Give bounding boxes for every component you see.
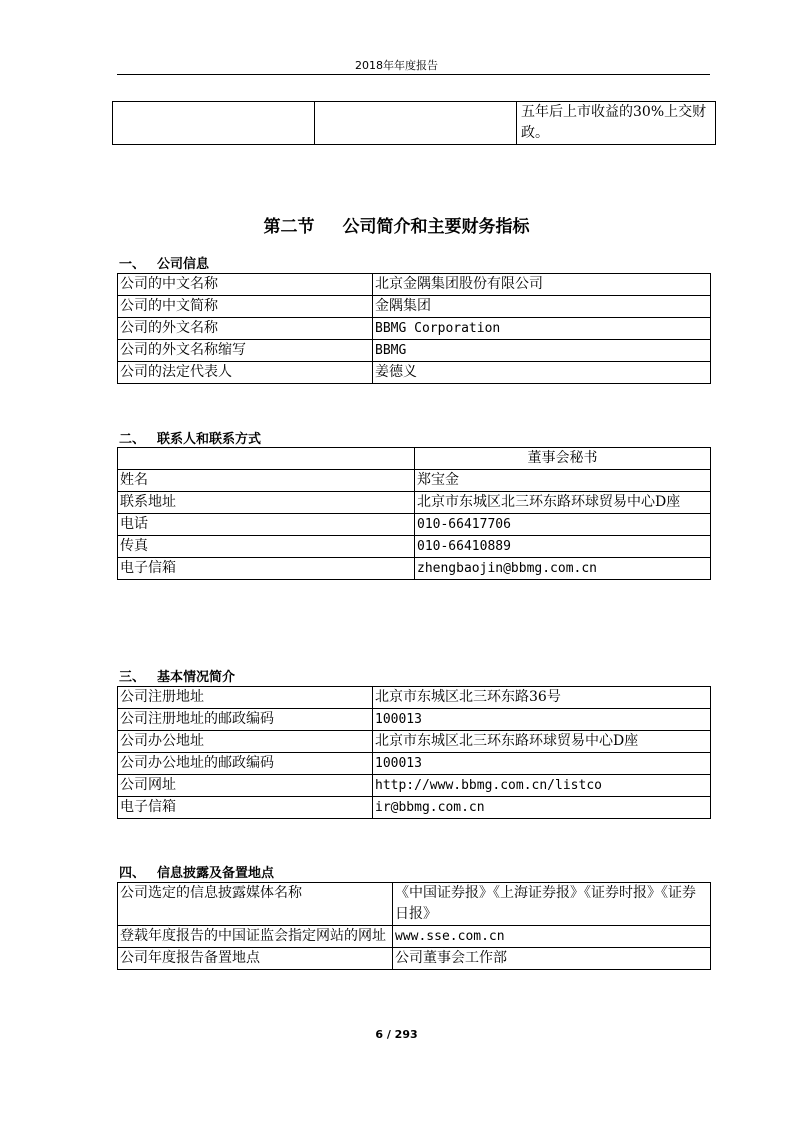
table-row xyxy=(118,514,711,536)
table-row xyxy=(118,775,711,797)
disclosure-table xyxy=(117,882,711,970)
table-cell xyxy=(315,102,517,145)
subsection-number: 四、 xyxy=(119,866,146,881)
row-value: ir@bbmg.com.cn xyxy=(373,797,711,819)
row-label: 公司的中文简称 xyxy=(118,296,373,318)
row-value: 北京市东城区北三环东路环球贸易中心D座 xyxy=(415,492,711,514)
table-row xyxy=(118,731,711,753)
row-value: 北京金隅集团股份有限公司 xyxy=(373,274,711,296)
table-row xyxy=(113,102,716,145)
row-label: 公司的中文名称 xyxy=(118,274,373,296)
row-label: 公司办公地址的邮政编码 xyxy=(118,753,373,775)
subsection-title: 公司信息 xyxy=(157,257,210,272)
row-value: 010-66417706 xyxy=(415,514,711,536)
subsection-number: 三、 xyxy=(119,670,146,685)
column-header: 董事会秘书 xyxy=(415,448,711,470)
row-label: 登载年度报告的中国证监会指定网站的网址 xyxy=(118,926,393,948)
row-label: 公司的外文名称缩写 xyxy=(118,340,373,362)
row-label: 电话 xyxy=(118,514,415,536)
subsection-number: 二、 xyxy=(119,432,146,447)
row-value: 北京市东城区北三环东路环球贸易中心D座 xyxy=(373,731,711,753)
row-value: 姜德义 xyxy=(373,362,711,384)
row-label: 传真 xyxy=(118,536,415,558)
subsection-heading-contacts xyxy=(119,428,261,447)
table-row xyxy=(118,753,711,775)
row-value: 金隅集团 xyxy=(373,296,711,318)
table-row xyxy=(118,492,711,514)
row-label: 公司选定的信息披露媒体名称 xyxy=(118,883,393,926)
row-label: 公司的外文名称 xyxy=(118,318,373,340)
row-label: 电子信箱 xyxy=(118,558,415,580)
row-value: 北京市东城区北三环东路36号 xyxy=(373,687,711,709)
subsection-heading-basic-info xyxy=(119,666,235,685)
row-label: 电子信箱 xyxy=(118,797,373,819)
contacts-table xyxy=(117,447,711,580)
table-row xyxy=(118,536,711,558)
table-cell: 五年后上市收益的30%上交财政。 xyxy=(517,102,716,145)
subsection-title: 联系人和联系方式 xyxy=(157,432,262,447)
table-cell xyxy=(118,448,415,470)
section-number: 第二节 xyxy=(263,217,315,237)
row-value: www.sse.com.cn xyxy=(393,926,711,948)
subsection-number: 一、 xyxy=(119,257,146,272)
table-row xyxy=(118,558,711,580)
table-row xyxy=(118,687,711,709)
row-label: 公司办公地址 xyxy=(118,731,373,753)
table-header-row xyxy=(118,448,711,470)
page-number: 6 / 293 xyxy=(375,1028,418,1041)
table-row xyxy=(118,362,711,384)
row-label: 姓名 xyxy=(118,470,415,492)
row-label: 公司注册地址的邮政编码 xyxy=(118,709,373,731)
table-row xyxy=(118,470,711,492)
table-row xyxy=(118,797,711,819)
table-row xyxy=(118,709,711,731)
table-row xyxy=(118,318,711,340)
subsection-title: 基本情况简介 xyxy=(157,670,236,685)
table-cell xyxy=(113,102,315,145)
page-header-title: 2018年年度报告 xyxy=(355,59,438,72)
row-value: http://www.bbmg.com.cn/listco xyxy=(373,775,711,797)
row-label: 公司网址 xyxy=(118,775,373,797)
row-value: BBMG Corporation xyxy=(373,318,711,340)
table-row xyxy=(118,926,711,948)
row-value: 010-66410889 xyxy=(415,536,711,558)
carry-over-table xyxy=(112,101,716,145)
subsection-title: 信息披露及备置地点 xyxy=(157,866,275,881)
row-value: BBMG xyxy=(373,340,711,362)
row-value: zhengbaojin@bbmg.com.cn xyxy=(415,558,711,580)
row-value: 公司董事会工作部 xyxy=(393,948,711,970)
row-label: 公司年度报告备置地点 xyxy=(118,948,393,970)
table-row xyxy=(118,340,711,362)
row-label: 联系地址 xyxy=(118,492,415,514)
subsection-heading-disclosure xyxy=(119,862,274,881)
table-row xyxy=(118,883,711,926)
header-divider xyxy=(117,74,710,75)
subsection-heading-company-info xyxy=(119,253,209,272)
table-row xyxy=(118,274,711,296)
row-value: 郑宝金 xyxy=(415,470,711,492)
table-row xyxy=(118,296,711,318)
table-row xyxy=(118,948,711,970)
company-info-table xyxy=(117,273,711,384)
row-value: 100013 xyxy=(373,709,711,731)
row-value: 《中国证券报》《上海证券报》《证券时报》《证券日报》 xyxy=(393,883,711,926)
basic-info-table xyxy=(117,686,711,819)
row-label: 公司注册地址 xyxy=(118,687,373,709)
row-value: 100013 xyxy=(373,753,711,775)
section-title xyxy=(0,212,793,237)
section-heading: 公司简介和主要财务指标 xyxy=(342,217,530,237)
row-label: 公司的法定代表人 xyxy=(118,362,373,384)
